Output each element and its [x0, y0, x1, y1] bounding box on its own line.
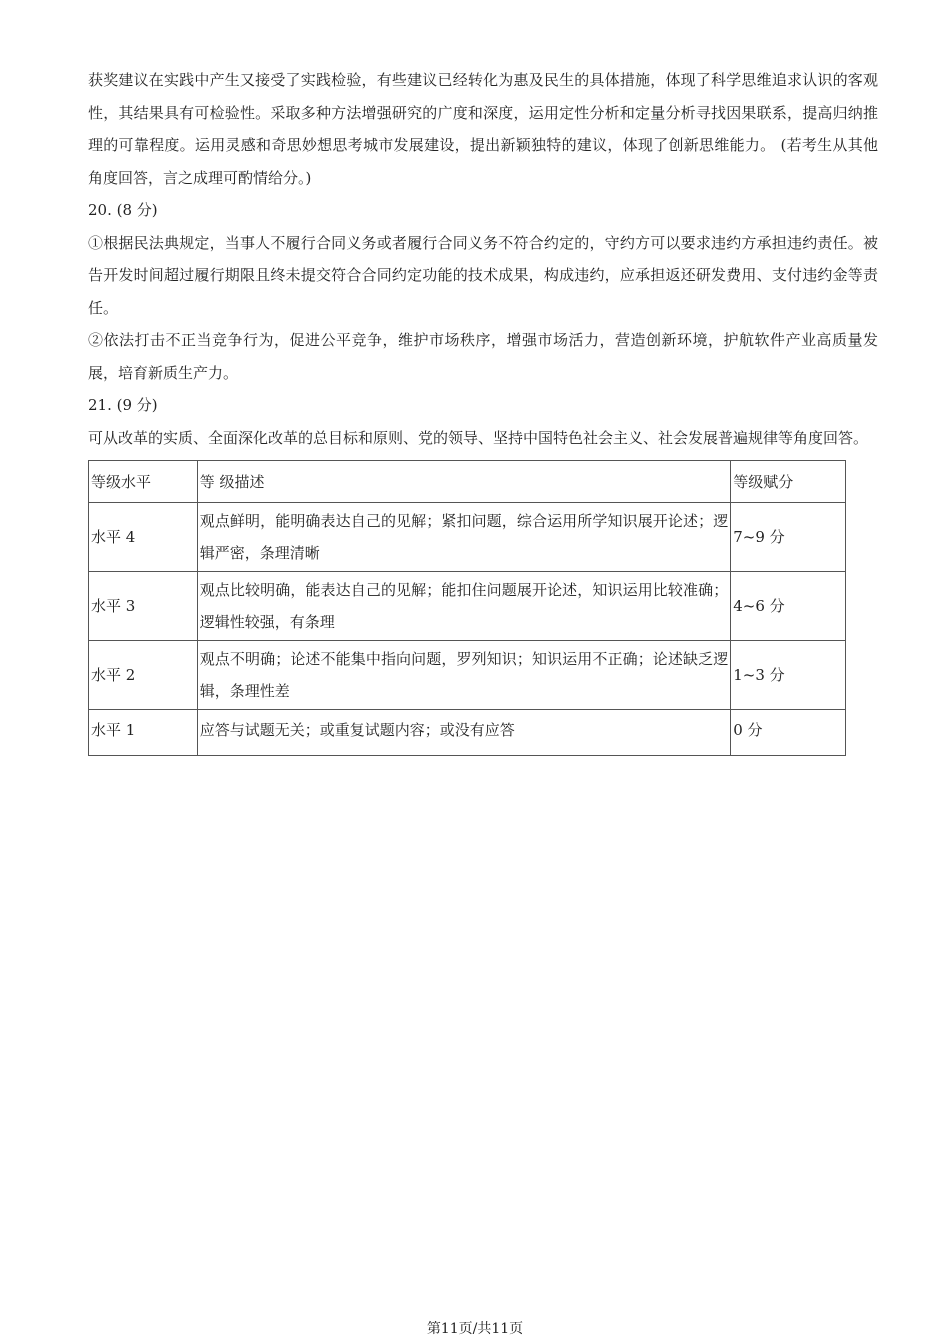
table-header-row: [89, 461, 846, 503]
cell-description: 应答与试题无关；或重复试题内容；或没有应答: [197, 710, 731, 756]
cell-score: 4~6 分: [731, 572, 846, 641]
q20-heading: 20. (8 分): [88, 201, 158, 219]
grading-table: [88, 460, 846, 756]
cell-score: 1~3 分: [731, 641, 846, 710]
q21-heading: 21. (9 分): [88, 396, 158, 414]
cell-level: 水平 3: [89, 572, 198, 641]
header-score: 等级赋分: [731, 461, 846, 503]
q21-intro: 可从改革的实质、全面深化改革的总目标和原则、党的领导、坚持中国特色社会主义、社会发展普遍规律等角度回答。: [88, 428, 869, 447]
cell-description: 观点鲜明，能明确表达自己的见解；紧扣问题，综合运用所学知识展开论述；逻辑严密，条理清晰: [197, 503, 731, 572]
cell-description: 观点不明确；论述不能集中指向问题，罗列知识；知识运用不正确；论述缺乏逻辑，条理性差: [197, 641, 731, 710]
cell-level: 水平 1: [89, 710, 198, 756]
header-description: 等 级描述: [197, 461, 731, 503]
cell-level: 水平 4: [89, 503, 198, 572]
cell-description: 观点比较明确，能表达自己的见解；能扣住问题展开论述，知识运用比较准确；逻辑性较强，有条理: [197, 572, 731, 641]
q20-point-1: ①根据民法典规定，当事人不履行合同义务或者履行合同义务不符合约定的，守约方可以要求违约方承担违约责任。被告开发时间超过履行期限且终未提交符合合同约定功能的技术成果，构成违约，应承担返还研发费用、支付违约金等责任。: [88, 233, 878, 317]
cell-score: 7~9 分: [731, 503, 846, 572]
paragraph-q19-continuation: 获奖建议在实践中产生又接受了实践检验，有些建议已经转化为惠及民生的具体措施，体现了科学思维追求认识的客观性，其结果具有可检验性。采取多种方法增强研究的广度和深度，运用定性分析和定量分析寻找因果联系，提高归纳推理的可靠程度。运用灵感和奇思妙想思考城市发展建设，提出新颖独特的建议，体现了创新思维能力。 (若考生从其他角度回答，言之成理可酌情给分。): [88, 71, 878, 187]
document-body: [88, 64, 878, 756]
cell-score: 0 分: [731, 710, 846, 756]
table-row: [89, 710, 846, 756]
cell-level: 水平 2: [89, 641, 198, 710]
page-footer: 第11页/共11页: [426, 1321, 524, 1337]
table-row: [89, 572, 846, 641]
q20-point-2: ②依法打击不正当竞争行为，促进公平竞争，维护市场秩序，增强市场活力，营造创新环境，护航软件产业高质量发展，培育新质生产力。: [88, 331, 878, 382]
table-row: [89, 503, 846, 572]
table-row: [89, 641, 846, 710]
header-level: 等级水平: [89, 461, 198, 503]
